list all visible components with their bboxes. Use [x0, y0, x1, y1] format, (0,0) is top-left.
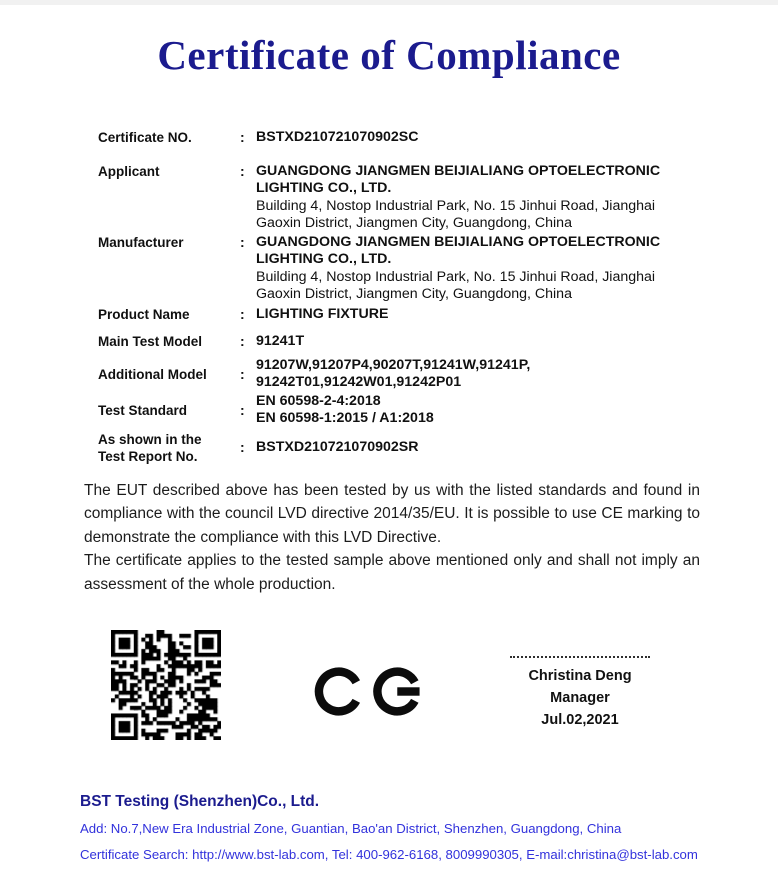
field-label-line: As shown in the	[98, 431, 202, 447]
field-value-line: BSTXD210721070902SR	[256, 438, 419, 455]
field-row	[98, 306, 702, 324]
field-colon: :	[240, 233, 245, 250]
field-value-line: Gaoxin District, Jiangmen City, Guangdong, China	[256, 215, 572, 231]
stamp-signature-row	[0, 630, 778, 758]
field-value-line: LIGHTING CO., LTD.	[256, 180, 392, 196]
field-label	[98, 366, 240, 383]
field-value-line: Building 4, Nostop Industrial Park, No. 15 Jinhui Road, Jianghai	[256, 268, 656, 285]
statement-paragraph-1: The EUT described above has been tested by us with the listed standards and found in compliance with the council LVD directive 2014/35/EU. It is possible to use CE marking to demonstrate the compliance with this LVD Directive.	[84, 481, 700, 546]
statement-paragraph-2: The certificate applies to the tested sample above mentioned only and shall not imply an assessment of the whole production.	[84, 552, 700, 593]
field-row	[98, 357, 702, 392]
field-label	[98, 431, 240, 465]
field-row	[98, 129, 702, 147]
field-colon: :	[240, 162, 245, 179]
field-label-line: Main Test Model	[98, 334, 203, 349]
field-colon: :	[240, 333, 245, 349]
signature-date: Jul.02,2021	[541, 712, 619, 728]
field-value-line: Gaoxin District, Jiangmen City, Guangdong, China	[256, 286, 572, 302]
signature-dotted-line	[510, 656, 650, 658]
certificate-fields	[98, 129, 702, 465]
signer-title: Manager	[550, 690, 610, 706]
field-value	[256, 306, 702, 324]
ce-mark-icon	[314, 652, 428, 731]
field-value-line: BSTXD210721070902SC	[256, 129, 419, 145]
field-row	[98, 163, 702, 233]
field-colon: :	[240, 401, 245, 418]
field-row	[98, 393, 702, 428]
field-row	[98, 234, 702, 304]
field-label-line: Test Report No.	[98, 448, 198, 464]
field-colon: :	[240, 129, 245, 145]
field-label	[98, 333, 240, 350]
field-value	[256, 357, 702, 392]
field-label-line: Certificate NO.	[98, 130, 192, 145]
field-label	[98, 402, 240, 419]
field-value-line: 91207W,91207P4,90207T,91241W,91241P,	[256, 356, 531, 373]
field-colon: :	[240, 365, 245, 382]
field-label	[98, 129, 240, 146]
qr-code	[111, 630, 221, 740]
field-label-line: Applicant	[98, 163, 160, 179]
lab-contact: Certificate Search: http://www.bst-lab.com, Tel: 400-962-6168, 8009990305, E-mail:christina@bst-lab.com	[80, 847, 698, 862]
lab-footer	[80, 792, 778, 863]
field-value-line: EN 60598-1:2015 / A1:2018	[256, 410, 434, 426]
field-value	[256, 163, 702, 233]
field-value-line: GUANGDONG JIANGMEN BEIJIALIANG OPTOELECTRONIC	[256, 162, 661, 179]
field-value-line: Building 4, Nostop Industrial Park, No. 15 Jinhui Road, Jianghai	[256, 197, 656, 214]
field-label-line: Manufacturer	[98, 234, 184, 250]
signature-block	[492, 656, 668, 731]
field-value	[256, 393, 702, 428]
field-label-line: Additional Model	[98, 366, 207, 382]
field-label	[98, 163, 240, 180]
field-value-line: 91242T01,91242W01,91242P01	[256, 374, 462, 390]
field-row	[98, 431, 702, 465]
field-value	[256, 333, 702, 351]
window-edge-strip	[0, 0, 778, 5]
field-label-line: Product Name	[98, 306, 190, 322]
field-label	[98, 306, 240, 323]
signer-name: Christina Deng	[528, 668, 632, 684]
field-value-line: LIGHTING CO., LTD.	[256, 251, 392, 267]
field-colon: :	[240, 305, 245, 322]
lab-company-name: BST Testing (Shenzhen)Co., Ltd.	[80, 793, 320, 810]
certificate-statement	[84, 479, 700, 597]
field-label-line: Test Standard	[98, 402, 188, 418]
field-value	[256, 129, 702, 147]
certificate-title: Certificate of Compliance	[157, 32, 621, 78]
field-label	[98, 234, 240, 251]
field-colon: :	[240, 439, 245, 455]
field-row	[98, 333, 702, 351]
lab-address: Add: No.7,New Era Industrial Zone, Guantian, Bao'an District, Shenzhen, Guangdong, China	[80, 821, 622, 836]
field-value	[256, 439, 702, 457]
field-value-line: LIGHTING FIXTURE	[256, 305, 389, 322]
field-value-line: EN 60598-2-4:2018	[256, 392, 381, 409]
field-value-line: GUANGDONG JIANGMEN BEIJIALIANG OPTOELECTRONIC	[256, 233, 661, 250]
field-value-line: 91241T	[256, 333, 305, 349]
field-value	[256, 234, 702, 304]
